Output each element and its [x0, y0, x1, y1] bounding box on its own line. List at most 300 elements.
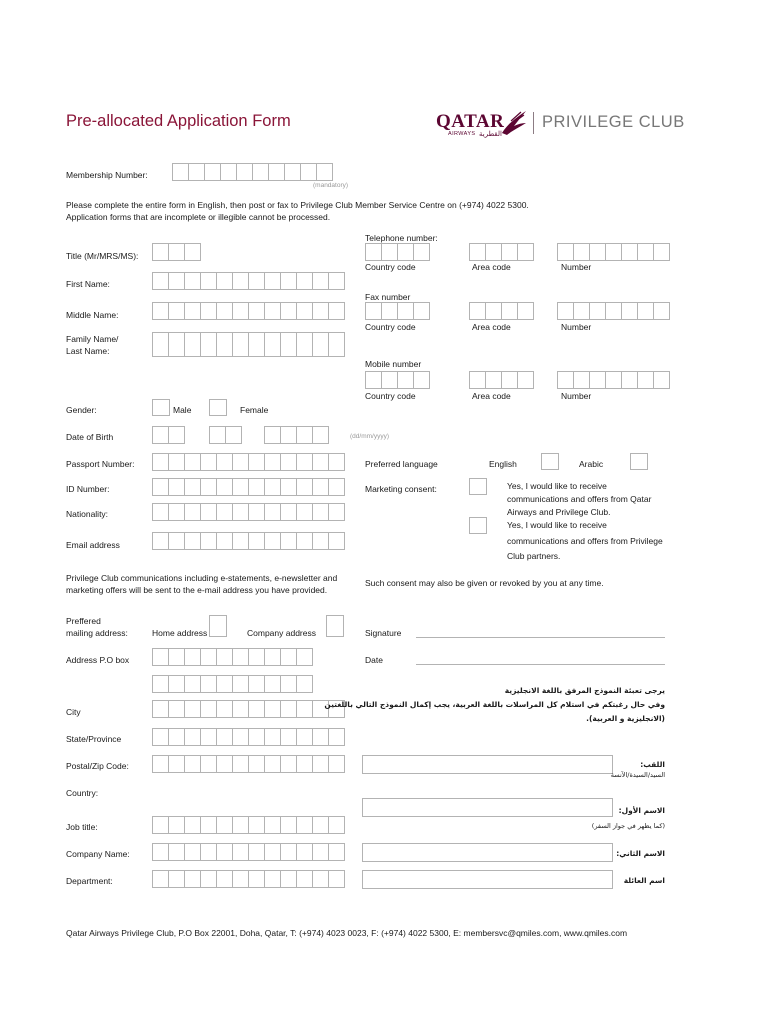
dob-year-field[interactable] — [264, 426, 328, 444]
arabic-title-sub: السيد/السيدة/الآنسة — [610, 771, 665, 779]
char-cell[interactable] — [653, 302, 670, 320]
char-cell[interactable] — [232, 503, 249, 521]
char-cell[interactable] — [168, 728, 185, 746]
arabic-first-name-field[interactable] — [362, 798, 613, 817]
char-cell[interactable] — [264, 755, 281, 773]
char-cell[interactable] — [248, 648, 265, 666]
char-cell[interactable] — [296, 453, 313, 471]
email-field[interactable] — [152, 532, 344, 550]
char-cell[interactable] — [232, 700, 249, 718]
char-cell[interactable] — [328, 870, 345, 888]
char-cell[interactable] — [280, 728, 297, 746]
arabic-title-field[interactable] — [362, 755, 613, 774]
char-cell[interactable] — [152, 426, 169, 444]
char-cell[interactable] — [268, 163, 285, 181]
char-cell[interactable] — [397, 243, 414, 261]
char-cell[interactable] — [264, 272, 281, 290]
char-cell[interactable] — [248, 453, 265, 471]
char-cell[interactable] — [232, 675, 249, 693]
char-cell[interactable] — [280, 478, 297, 496]
char-cell[interactable] — [312, 532, 329, 550]
date-line[interactable] — [416, 664, 665, 665]
char-cell[interactable] — [200, 870, 217, 888]
char-cell[interactable] — [216, 532, 233, 550]
char-cell[interactable] — [152, 503, 169, 521]
mobile-number-field[interactable] — [557, 371, 669, 389]
char-cell[interactable] — [501, 371, 518, 389]
char-cell[interactable] — [280, 453, 297, 471]
char-cell[interactable] — [168, 243, 185, 261]
char-cell[interactable] — [264, 532, 281, 550]
char-cell[interactable] — [200, 700, 217, 718]
char-cell[interactable] — [485, 302, 502, 320]
char-cell[interactable] — [216, 816, 233, 834]
char-cell[interactable] — [557, 371, 574, 389]
char-cell[interactable] — [216, 648, 233, 666]
char-cell[interactable] — [184, 755, 201, 773]
char-cell[interactable] — [501, 243, 518, 261]
char-cell[interactable] — [200, 816, 217, 834]
char-cell[interactable] — [284, 163, 301, 181]
char-cell[interactable] — [621, 302, 638, 320]
signature-line[interactable] — [416, 637, 665, 638]
char-cell[interactable] — [557, 243, 574, 261]
char-cell[interactable] — [296, 426, 313, 444]
telephone-country-code-field[interactable] — [365, 243, 429, 261]
char-cell[interactable] — [216, 478, 233, 496]
char-cell[interactable] — [152, 532, 169, 550]
char-cell[interactable] — [252, 163, 269, 181]
char-cell[interactable] — [280, 532, 297, 550]
char-cell[interactable] — [168, 302, 185, 320]
char-cell[interactable] — [280, 426, 297, 444]
char-cell[interactable] — [573, 243, 590, 261]
char-cell[interactable] — [653, 243, 670, 261]
char-cell[interactable] — [296, 843, 313, 861]
family-name-field[interactable] — [152, 332, 344, 357]
mobile-label: Mobile number — [365, 359, 422, 369]
arabic-first-name-sub: (كما يظهر في جواز السفر) — [591, 822, 665, 830]
char-cell[interactable] — [216, 503, 233, 521]
char-cell[interactable] — [296, 648, 313, 666]
char-cell[interactable] — [216, 302, 233, 320]
mailing-company-checkbox[interactable] — [326, 615, 344, 637]
char-cell[interactable] — [312, 503, 329, 521]
fax-area-code-field[interactable] — [469, 302, 533, 320]
char-cell[interactable] — [152, 648, 169, 666]
char-cell[interactable] — [248, 816, 265, 834]
mobile-area-code-field[interactable] — [469, 371, 533, 389]
char-cell[interactable] — [621, 243, 638, 261]
char-cell[interactable] — [188, 163, 205, 181]
dob-day-field[interactable] — [152, 426, 184, 444]
char-cell[interactable] — [225, 426, 242, 444]
char-cell[interactable] — [168, 478, 185, 496]
char-cell[interactable] — [216, 728, 233, 746]
char-cell[interactable] — [168, 332, 185, 357]
char-cell[interactable] — [168, 870, 185, 888]
id-number-field[interactable] — [152, 478, 344, 496]
char-cell[interactable] — [152, 870, 169, 888]
char-cell[interactable] — [152, 478, 169, 496]
language-english-label: English — [489, 459, 517, 469]
char-cell[interactable] — [184, 816, 201, 834]
char-cell[interactable] — [328, 532, 345, 550]
char-cell[interactable] — [168, 426, 185, 444]
postal-code-label: Postal/Zip Code: — [66, 761, 129, 771]
char-cell[interactable] — [264, 843, 281, 861]
char-cell[interactable] — [316, 163, 333, 181]
char-cell[interactable] — [296, 700, 313, 718]
char-cell[interactable] — [264, 503, 281, 521]
char-cell[interactable] — [296, 532, 313, 550]
char-cell[interactable] — [573, 371, 590, 389]
char-cell[interactable] — [168, 272, 185, 290]
char-cell[interactable] — [557, 302, 574, 320]
char-cell[interactable] — [381, 243, 398, 261]
char-cell[interactable] — [184, 243, 201, 261]
char-cell[interactable] — [312, 843, 329, 861]
char-cell[interactable] — [232, 532, 249, 550]
char-cell[interactable] — [152, 272, 169, 290]
char-cell[interactable] — [232, 648, 249, 666]
char-cell[interactable] — [248, 675, 265, 693]
city-field[interactable] — [152, 700, 344, 718]
char-cell[interactable] — [200, 728, 217, 746]
char-cell[interactable] — [216, 453, 233, 471]
char-cell[interactable] — [312, 728, 329, 746]
char-cell[interactable] — [280, 648, 297, 666]
char-cell[interactable] — [413, 243, 430, 261]
char-cell[interactable] — [312, 302, 329, 320]
char-cell[interactable] — [280, 675, 297, 693]
char-cell[interactable] — [184, 302, 201, 320]
char-cell[interactable] — [365, 302, 382, 320]
char-cell[interactable] — [184, 532, 201, 550]
department-field[interactable] — [152, 870, 344, 888]
nationality-field[interactable] — [152, 503, 344, 521]
char-cell[interactable] — [184, 728, 201, 746]
char-cell[interactable] — [216, 755, 233, 773]
char-cell[interactable] — [605, 371, 622, 389]
char-cell[interactable] — [168, 755, 185, 773]
char-cell[interactable] — [605, 302, 622, 320]
footer-contact: Qatar Airways Privilege Club, P.O Box 22001, Doha, Qatar, T: (+974) 4023 0023, F: (+974) 4022 5300, E: membersvc@qmiles.com, www.qmiles.com — [66, 928, 628, 938]
char-cell[interactable] — [152, 816, 169, 834]
logo-brand: QATAR — [436, 111, 505, 132]
middle-name-label: Middle Name: — [66, 310, 119, 320]
char-cell[interactable] — [264, 816, 281, 834]
char-cell[interactable] — [200, 648, 217, 666]
char-cell[interactable] — [168, 453, 185, 471]
char-cell[interactable] — [328, 478, 345, 496]
char-cell[interactable] — [184, 272, 201, 290]
char-cell[interactable] — [312, 755, 329, 773]
char-cell[interactable] — [200, 675, 217, 693]
char-cell[interactable] — [264, 453, 281, 471]
char-cell[interactable] — [232, 302, 249, 320]
char-cell[interactable] — [280, 332, 297, 357]
arabic-second-name-field[interactable] — [362, 843, 613, 862]
char-cell[interactable] — [232, 453, 249, 471]
char-cell[interactable] — [152, 453, 169, 471]
char-cell[interactable] — [168, 675, 185, 693]
char-cell[interactable] — [200, 302, 217, 320]
char-cell[interactable] — [296, 302, 313, 320]
char-cell[interactable] — [232, 272, 249, 290]
char-cell[interactable] — [216, 675, 233, 693]
char-cell[interactable] — [232, 728, 249, 746]
char-cell[interactable] — [517, 371, 534, 389]
fax-number-field[interactable] — [557, 302, 669, 320]
char-cell[interactable] — [168, 700, 185, 718]
char-cell[interactable] — [312, 478, 329, 496]
char-cell[interactable] — [280, 700, 297, 718]
email-label: Email address — [66, 540, 120, 550]
qatar-airways-privilege-club-logo — [436, 108, 686, 142]
char-cell[interactable] — [248, 302, 265, 320]
dob-month-field[interactable] — [209, 426, 241, 444]
char-cell[interactable] — [248, 728, 265, 746]
char-cell[interactable] — [605, 243, 622, 261]
char-cell[interactable] — [280, 503, 297, 521]
membership-number-field[interactable] — [172, 163, 332, 181]
title-field[interactable] — [152, 243, 200, 261]
char-cell[interactable] — [184, 675, 201, 693]
po-box-field[interactable] — [152, 648, 312, 666]
char-cell[interactable] — [209, 426, 226, 444]
char-cell[interactable] — [280, 816, 297, 834]
char-cell[interactable] — [296, 728, 313, 746]
char-cell[interactable] — [621, 371, 638, 389]
char-cell[interactable] — [248, 843, 265, 861]
char-cell[interactable] — [264, 478, 281, 496]
char-cell[interactable] — [280, 870, 297, 888]
char-cell[interactable] — [168, 816, 185, 834]
char-cell[interactable] — [413, 302, 430, 320]
middle-name-field[interactable] — [152, 302, 344, 320]
char-cell[interactable] — [312, 272, 329, 290]
char-cell[interactable] — [216, 272, 233, 290]
char-cell[interactable] — [232, 332, 249, 357]
char-cell[interactable] — [152, 843, 169, 861]
mailing-home-checkbox[interactable] — [209, 615, 227, 637]
language-english-checkbox[interactable] — [541, 453, 559, 470]
char-cell[interactable] — [184, 453, 201, 471]
char-cell[interactable] — [517, 243, 534, 261]
char-cell[interactable] — [184, 478, 201, 496]
char-cell[interactable] — [152, 755, 169, 773]
char-cell[interactable] — [653, 371, 670, 389]
char-cell[interactable] — [152, 243, 169, 261]
po-box-field-line-2[interactable] — [152, 675, 312, 693]
char-cell[interactable] — [469, 302, 486, 320]
char-cell[interactable] — [328, 453, 345, 471]
char-cell[interactable] — [152, 332, 169, 357]
job-title-label: Job title: — [66, 822, 98, 832]
char-cell[interactable] — [296, 870, 313, 888]
char-cell[interactable] — [637, 243, 654, 261]
char-cell[interactable] — [296, 816, 313, 834]
char-cell[interactable] — [232, 816, 249, 834]
char-cell[interactable] — [328, 843, 345, 861]
char-cell[interactable] — [264, 332, 281, 357]
fax-country-code-field[interactable] — [365, 302, 429, 320]
job-title-field[interactable] — [152, 816, 344, 834]
char-cell[interactable] — [216, 870, 233, 888]
char-cell[interactable] — [501, 302, 518, 320]
passport-label: Passport Number: — [66, 459, 135, 469]
char-cell[interactable] — [312, 816, 329, 834]
char-cell[interactable] — [200, 332, 217, 357]
char-cell[interactable] — [220, 163, 237, 181]
char-cell[interactable] — [168, 843, 185, 861]
char-cell[interactable] — [637, 302, 654, 320]
gender-female-checkbox[interactable] — [209, 399, 227, 416]
char-cell[interactable] — [280, 302, 297, 320]
char-cell[interactable] — [328, 728, 345, 746]
char-cell[interactable] — [328, 302, 345, 320]
consent-1-line-3: Airways and Privilege Club. — [507, 507, 611, 517]
char-cell[interactable] — [152, 700, 169, 718]
char-cell[interactable] — [184, 700, 201, 718]
char-cell[interactable] — [264, 700, 281, 718]
char-cell[interactable] — [397, 371, 414, 389]
consent-qatar-airways-checkbox[interactable] — [469, 478, 487, 495]
consent-partners-checkbox[interactable] — [469, 517, 487, 534]
char-cell[interactable] — [248, 332, 265, 357]
char-cell[interactable] — [300, 163, 317, 181]
char-cell[interactable] — [589, 243, 606, 261]
char-cell[interactable] — [573, 302, 590, 320]
char-cell[interactable] — [172, 163, 189, 181]
char-cell[interactable] — [248, 478, 265, 496]
char-cell[interactable] — [296, 675, 313, 693]
char-cell[interactable] — [328, 332, 345, 357]
char-cell[interactable] — [168, 648, 185, 666]
char-cell[interactable] — [280, 843, 297, 861]
char-cell[interactable] — [200, 532, 217, 550]
char-cell[interactable] — [232, 870, 249, 888]
char-cell[interactable] — [200, 453, 217, 471]
char-cell[interactable] — [184, 648, 201, 666]
char-cell[interactable] — [365, 243, 382, 261]
char-cell[interactable] — [296, 332, 313, 357]
char-cell[interactable] — [264, 648, 281, 666]
char-cell[interactable] — [152, 302, 169, 320]
char-cell[interactable] — [204, 163, 221, 181]
char-cell[interactable] — [184, 503, 201, 521]
telephone-area-code-field[interactable] — [469, 243, 533, 261]
char-cell[interactable] — [328, 816, 345, 834]
mobile-country-code-field[interactable] — [365, 371, 429, 389]
char-cell[interactable] — [200, 272, 217, 290]
char-cell[interactable] — [248, 700, 265, 718]
char-cell[interactable] — [152, 675, 169, 693]
char-cell[interactable] — [264, 302, 281, 320]
char-cell[interactable] — [589, 302, 606, 320]
char-cell[interactable] — [264, 870, 281, 888]
char-cell[interactable] — [200, 503, 217, 521]
char-cell[interactable] — [280, 755, 297, 773]
char-cell[interactable] — [236, 163, 253, 181]
char-cell[interactable] — [168, 503, 185, 521]
char-cell[interactable] — [328, 503, 345, 521]
char-cell[interactable] — [200, 755, 217, 773]
char-cell[interactable] — [328, 755, 345, 773]
char-cell[interactable] — [264, 426, 281, 444]
language-arabic-checkbox[interactable] — [630, 453, 648, 470]
char-cell[interactable] — [312, 426, 329, 444]
char-cell[interactable] — [248, 272, 265, 290]
char-cell[interactable] — [381, 371, 398, 389]
char-cell[interactable] — [397, 302, 414, 320]
char-cell[interactable] — [184, 870, 201, 888]
char-cell[interactable] — [296, 755, 313, 773]
char-cell[interactable] — [637, 371, 654, 389]
char-cell[interactable] — [248, 870, 265, 888]
telephone-number-field[interactable] — [557, 243, 669, 261]
char-cell[interactable] — [328, 272, 345, 290]
char-cell[interactable] — [413, 371, 430, 389]
char-cell[interactable] — [168, 532, 185, 550]
char-cell[interactable] — [312, 332, 329, 357]
state-field[interactable] — [152, 728, 344, 746]
char-cell[interactable] — [517, 302, 534, 320]
char-cell[interactable] — [296, 272, 313, 290]
company-name-field[interactable] — [152, 843, 344, 861]
char-cell[interactable] — [232, 478, 249, 496]
char-cell[interactable] — [248, 503, 265, 521]
char-cell[interactable] — [469, 371, 486, 389]
passport-field[interactable] — [152, 453, 344, 471]
char-cell[interactable] — [264, 675, 281, 693]
arabic-intro-line-1: يرجى تعبئة النموذج المرفق باللغة الانجليزية — [504, 686, 665, 695]
char-cell[interactable] — [216, 700, 233, 718]
char-cell[interactable] — [200, 478, 217, 496]
char-cell[interactable] — [312, 453, 329, 471]
char-cell[interactable] — [280, 272, 297, 290]
char-cell[interactable] — [232, 843, 249, 861]
char-cell[interactable] — [296, 503, 313, 521]
char-cell[interactable] — [184, 843, 201, 861]
char-cell[interactable] — [184, 332, 201, 357]
char-cell[interactable] — [248, 755, 265, 773]
char-cell[interactable] — [216, 332, 233, 357]
char-cell[interactable] — [469, 243, 486, 261]
char-cell[interactable] — [485, 371, 502, 389]
char-cell[interactable] — [312, 870, 329, 888]
char-cell[interactable] — [216, 843, 233, 861]
char-cell[interactable] — [589, 371, 606, 389]
arabic-family-name-field[interactable] — [362, 870, 613, 889]
char-cell[interactable] — [248, 532, 265, 550]
instructions-line-1: Please complete the entire form in English, then post or fax to Privilege Club Member Service Centre on (+974) 4022 5300. — [66, 200, 529, 210]
arabic-family-name-label: اسم العائلة — [623, 876, 665, 885]
fax-number-label: Number — [561, 322, 592, 332]
char-cell[interactable] — [152, 728, 169, 746]
char-cell[interactable] — [365, 371, 382, 389]
char-cell[interactable] — [232, 755, 249, 773]
first-name-field[interactable] — [152, 272, 344, 290]
postal-code-field[interactable] — [152, 755, 344, 773]
char-cell[interactable] — [264, 728, 281, 746]
char-cell[interactable] — [381, 302, 398, 320]
char-cell[interactable] — [200, 843, 217, 861]
char-cell[interactable] — [485, 243, 502, 261]
gender-male-checkbox[interactable] — [152, 399, 170, 416]
char-cell[interactable] — [296, 478, 313, 496]
